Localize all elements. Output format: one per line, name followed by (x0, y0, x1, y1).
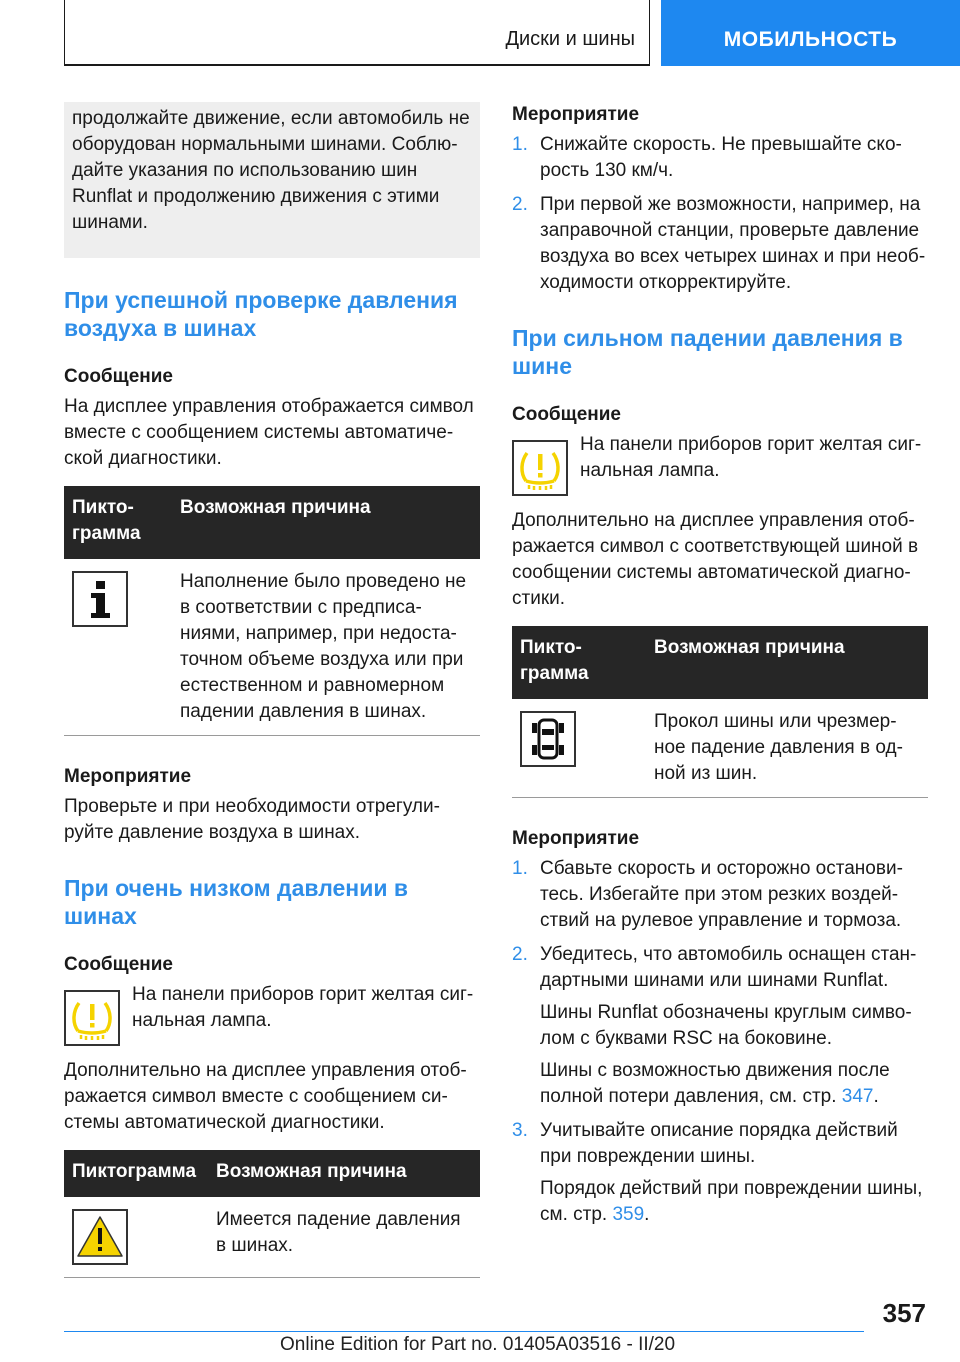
warning-lamp-text: На панели приборов горит желтая сигнальная лампа. (132, 984, 474, 1031)
warning-lamp-row (64, 982, 480, 1046)
left-column (64, 102, 480, 1306)
table-row (64, 1197, 480, 1278)
section-heading-very-low-pressure: При очень низком давлении в шинах (64, 875, 409, 929)
display-text: Дополнительно на дисплее управления отображается символ вместе с сообщением системы автоматической диагностики. (64, 1060, 467, 1133)
footer-divider (64, 1331, 864, 1332)
page-reference-link[interactable]: 359 (612, 1204, 645, 1225)
cause-table-1 (64, 486, 480, 736)
cause-table-2 (64, 1150, 480, 1278)
step-text: При первой же возможности, например, на заправочной станции, проверьте давление воздуха во всех четырех шинах и при необходимости откорректируйте. (540, 194, 926, 293)
table-row (64, 559, 480, 736)
message-heading: Сообщение (64, 954, 173, 975)
step-extra-text: Шины Runflat обозначены круглым символом с буквами RSC на боковине. (540, 1002, 912, 1049)
table-header-pictogram: Пиктограмма (512, 626, 646, 699)
list-item (512, 132, 928, 184)
table-header-pictogram: Пиктограмма (64, 486, 172, 559)
info-icon (72, 571, 128, 627)
warning-lamp-text: На панели приборов горит желтая сигнальная лампа. (580, 434, 922, 481)
step-extra-text: Шины с возможностью движения после полной потери давления, см. стр. 347. (540, 1060, 890, 1107)
pictogram-cell (512, 699, 646, 798)
footer-edition: Online Edition for Part no. 01405A03516 - II/20 (280, 1334, 676, 1355)
car-tire-status-icon (520, 711, 576, 767)
step-number: 1. (512, 858, 528, 879)
reference-text: Порядок действий при повреждении шины, см. стр. (540, 1178, 923, 1225)
list-item (512, 192, 928, 296)
reference-text: Шины с возможностью движения после полной потери давления, см. стр. (540, 1060, 890, 1107)
list-item (512, 942, 928, 1110)
message-text: На дисплее управления отображается символ вместе с сообщением системы автоматической диагностики. (64, 396, 474, 469)
cause-cell: Имеется падение давления в шинах. (208, 1197, 480, 1278)
measure-heading: Мероприятие (512, 828, 640, 849)
table-header-row (512, 626, 928, 699)
cause-cell: Прокол шины или чрезмерное падение давления в одной из шин. (646, 699, 928, 798)
measure-steps-1 (512, 132, 928, 296)
chapter-tab (64, 0, 650, 66)
tire-pressure-warning-icon (512, 440, 568, 496)
table-row (512, 699, 928, 798)
step-number: 2. (512, 944, 528, 965)
tire-pressure-warning-icon (64, 990, 120, 1046)
page-number: 357 (882, 1298, 926, 1328)
warning-lamp-row (512, 432, 928, 496)
pictogram-cell (64, 1197, 208, 1278)
section-tab (661, 0, 960, 66)
section-heading-strong-pressure-drop: При сильном падении давления в шине (512, 325, 903, 379)
section-heading-pressure-ok: При успешной проверке давления воздуха в шинах (64, 287, 458, 341)
step-text: Убедитесь, что автомобиль оснащен стандартными шинами или шинами Runflat. (540, 944, 917, 991)
step-extra-text: Порядок действий при повреждении шины, см. стр. 359. (540, 1178, 923, 1225)
measure-steps-2 (512, 856, 928, 1228)
note-box: продолжайте движение, если автомобиль не оборудован нормальными шинами. Соблюдайте указания по использованию шин Runflat и продолжению движения с этими шинами. (64, 102, 480, 258)
step-text: Учитывайте описание порядка действий при повреждении шины. (540, 1120, 898, 1167)
chapter-title: Диски и шины (505, 28, 635, 50)
right-column (512, 102, 928, 1248)
table-header-row (64, 1150, 480, 1197)
section-title: МОБИЛЬНОСТЬ (723, 28, 898, 51)
table-header-cause: Возможная причина (208, 1150, 480, 1197)
step-number: 3. (512, 1120, 528, 1141)
table-header-pictogram: Пиктограмма (64, 1150, 208, 1197)
table-header-row (64, 486, 480, 559)
step-text: Снижайте скорость. Не превышайте скорость 130 км/ч. (540, 134, 902, 181)
warning-triangle-icon (72, 1209, 128, 1265)
step-number: 2. (512, 194, 528, 215)
measure-heading: Мероприятие (64, 766, 192, 787)
cause-table-3 (512, 626, 928, 798)
display-text: Дополнительно на дисплее управления отображается символ с соответствующей шиной в сообщении системы автоматической диагностики. (512, 510, 919, 609)
list-item (512, 1118, 928, 1228)
cause-cell: Наполнение было проведено не в соответствии с предписаниями, например, при недостаточном объеме воздуха или при естественном и равномерном падении давления в шинах. (172, 559, 480, 736)
measure-text: Проверьте и при необходимости отрегулируйте давление воздуха в шинах. (64, 796, 440, 843)
page-reference-link[interactable]: 347 (841, 1086, 874, 1107)
message-heading: Сообщение (64, 366, 173, 387)
table-header-cause: Возможная причина (172, 486, 480, 559)
pictogram-cell (64, 559, 172, 736)
measure-heading: Мероприятие (512, 104, 640, 125)
list-item (512, 856, 928, 934)
message-heading: Сообщение (512, 404, 621, 425)
table-header-cause: Возможная причина (646, 626, 928, 699)
step-number: 1. (512, 134, 528, 155)
step-text: Сбавьте скорость и осторожно остановитесь. Избегайте при этом резких воздействий на рулевое управление и тормоза. (540, 858, 903, 931)
page-header (0, 0, 960, 66)
